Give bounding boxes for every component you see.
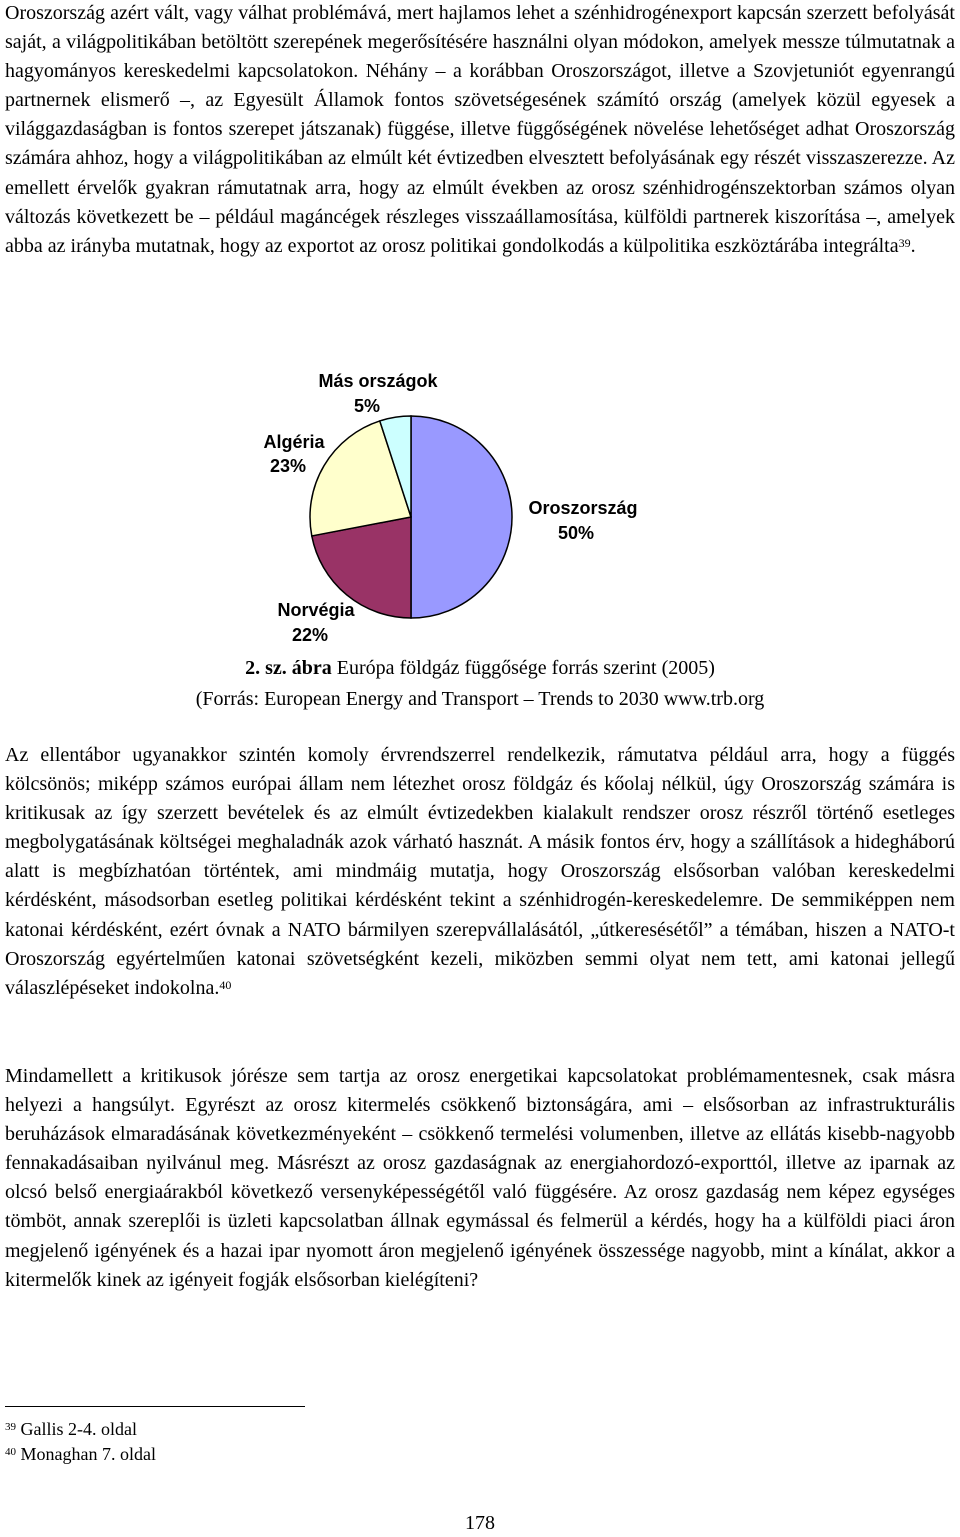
paragraph-2-text: Az ellentábor ugyanakkor szintén komoly érvrendszerrel rendelkezik, rámutatva például arra, hogy a függés kölcsönös; miképp számos európai állam nem létezhet orosz földgáz és kőolaj nélkül, úgy Oroszország számára is kritikusak az így szerzett bevételek és az elmúlt évtizedekben kialakult rendszer orosz részről történő esetleges megbolygatásának költségei meghaladnák azok várható hasznát. A másik fontos érv, hogy a szállítások a hidegháború alatt is megbízhatóan történtek, ami mindmáig mutatja, hogy Oroszország elsősorban valóban kereskedelmi kérdésként, másodsorban esetleg politikai kérdésként tekint a szénhidrogén-kereskedelemre. De semmiképpen nem katonai kérdésként, ezért óvnak a NATO bármilyen szerepvállalásától, „útkeresésétől” a témában, hiszen a NATO-t Oroszország egyértelműen katonai szövetségként kezeli, miközben semmi olyat nem tett, ami katonai jellegű válaszlépéseket indokolna. bbox=[5, 744, 955, 999]
paragraph-1-text: Oroszország azért vált, vagy válhat problémává, mert hajlamos lehet a szénhidrogénexport kapcsán szerzett befolyását saját, a világpolitikában betöltött szerepének megerősítésére használni olyan módokon, amelyek messze túlmutatnak a hagyományos kereskedelmi kapcsolatokon. Néhány – a korábban Oroszországot, illetve a Szovjetuniót egyenrangú partnernek elismerő –, az Egyesült Államok fontos szövetségesének számító ország (amelyek közül egyesek a világgazdaságban is fontos szerepet játszanak) függése, illetve függőségének növelése lehetőséget adhat Oroszország számára ahhoz, hogy a világpolitikában az elmúlt két évtizedben elvesztett befolyásának egy részét visszaszerezze. Az emellett érvelők gyakran rámutatnak arra, hogy az elmúlt években az orosz szénhidrogénszektorban számos olyan változás következett be – például magáncégek részleges visszaállamosítása, külföldi partnerek kiszorítása –, amelyek abba az irányba mutatnak, hogy az exportot az orosz politikai gondolkodás a külpolitika eszköztárába integrálta bbox=[5, 2, 955, 257]
footnote-39-number: 39 bbox=[5, 1421, 16, 1433]
label-mas-orszagok-name: Más országok bbox=[318, 371, 438, 391]
footnote-ref-40[interactable]: 40 bbox=[219, 977, 232, 992]
pie-chart-svg bbox=[0, 0, 960, 660]
pie-slices bbox=[310, 416, 512, 618]
footnote-divider bbox=[5, 1406, 305, 1407]
pie-chart bbox=[0, 0, 960, 660]
paragraph-3: Mindamellett a kritikusok jórésze sem tartja az orosz energetikai kapcsolatokat problémamentesnek, csak másra helyezi a hangsúlyt. Egyrészt az orosz kitermelés csökkenő biztonságára, ami – elsősorban az infrastrukturális beruházások elmaradásának következményeként – csökkenő termelési volumenben, illetve az ellátás kisebb-nagyobb fennakadásaiban nyilvánul meg. Másrészt az orosz gazdaságnak az energiahordozó-exporttól, illetve az iparnak az olcsó belső energiaárakból következő versenyképességétől való függésére. Az orosz gazdaság nem képez egységes tömböt, annak szereplői is üzleti kapcsolatban állnak egymással és felmerül a kérdés, hogy ha a külföldi piaci áron megjelenő igényének és a hazai ipar nyomott áron megjelenő igényének összessége nagyobb, mint a kínálat, akkor a kitermelők kinek az igényeit fogják elsősorban kielégíteni? bbox=[5, 1065, 955, 1291]
slice-label-norvegia bbox=[277, 600, 355, 645]
footnote-40-number: 40 bbox=[5, 1446, 16, 1458]
paragraph-2 bbox=[5, 741, 955, 1003]
figure-number: 2. sz. ábra bbox=[245, 657, 332, 679]
figure-source: (Forrás: European Energy and Transport – Trends to 2030 www.trb.org bbox=[195, 688, 765, 710]
label-mas-orszagok-value: 5% bbox=[353, 396, 381, 416]
page-number: 178 bbox=[465, 1512, 495, 1534]
footnote-39 bbox=[5, 1418, 137, 1440]
label-oroszorszag-value: 50% bbox=[557, 523, 595, 543]
footnote-ref-39[interactable]: 39 bbox=[898, 235, 911, 250]
slice-label-oroszorszag bbox=[528, 498, 637, 543]
label-norvegia-name: Norvégia bbox=[277, 600, 355, 620]
slice-label-algeria bbox=[263, 432, 325, 476]
label-algeria-name: Algéria bbox=[263, 432, 325, 452]
label-norvegia-value: 22% bbox=[291, 625, 329, 645]
figure-title: Európa földgáz függősége forrás szerint (2005) bbox=[331, 657, 715, 679]
label-algeria-value: 23% bbox=[269, 456, 307, 476]
footnote-40-text: Monaghan 7. oldal bbox=[16, 1444, 156, 1464]
slice-label-mas-orszagok bbox=[318, 371, 438, 416]
figure-caption bbox=[0, 655, 960, 681]
footnote-39-text: Gallis 2-4. oldal bbox=[16, 1419, 137, 1439]
pie-slice-oroszorszag bbox=[411, 416, 512, 618]
label-oroszorszag-name: Oroszország bbox=[528, 498, 638, 518]
paragraph-1-end: . bbox=[910, 234, 916, 257]
footnote-40 bbox=[5, 1443, 156, 1465]
